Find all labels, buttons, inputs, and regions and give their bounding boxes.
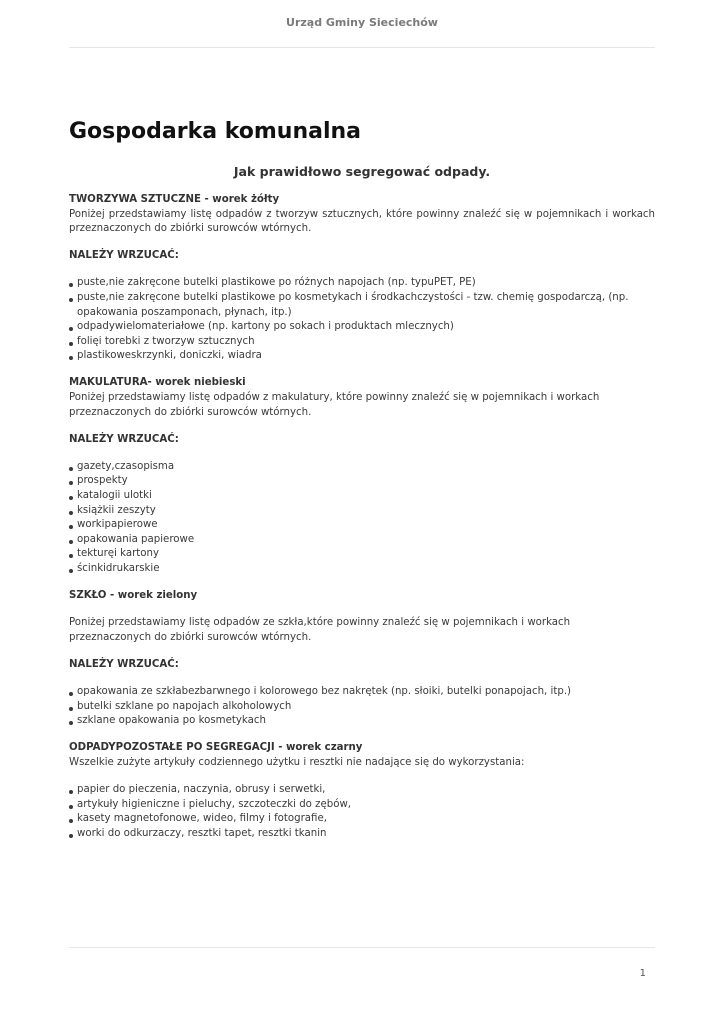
list-item: odpadywielomateriałowe (np. kartony po sokach i produktach mlecznych) bbox=[69, 320, 655, 335]
list-item: opakowania ze szkłabezbarwnego i kolorowego bez nakrętek (np. słoiki, butelki ponapojach, itp.) bbox=[69, 685, 655, 700]
section-heading-glass: SZKŁO - worek zielony bbox=[69, 590, 198, 602]
list-item: kasety magnetofonowe, wideo, filmy i fotografie, bbox=[69, 812, 655, 827]
site-header: Urząd Gminy Sieciechów bbox=[286, 16, 438, 29]
footer-divider bbox=[69, 947, 655, 948]
section-heading-mixed: ODPADYPOZOSTAŁE PO SEGREGACJI - worek czarny bbox=[69, 742, 363, 754]
list-item: plastikoweskrzynki, doniczki, wiadra bbox=[69, 349, 655, 364]
section-heading-paper: MAKULATURA- worek niebieski bbox=[69, 377, 246, 389]
list-item: worki do odkurzaczy, resztki tapet, resztki tkanin bbox=[69, 827, 655, 842]
page-title: Gospodarka komunalna bbox=[69, 119, 362, 144]
section-intro-paper: Poniżej przedstawiamy listę odpadów z makulatury, które powinny znaleźć się w pojemnikach i workach przeznaczonych do zbiórki surowców wtórnych. bbox=[69, 392, 600, 418]
section-label-plastic: NALEŻY WRZUCAĆ: bbox=[69, 250, 179, 262]
section-label-paper: NALEŻY WRZUCAĆ: bbox=[69, 433, 179, 445]
list-item: artykuły higieniczne i pieluchy, szczoteczki do zębów, bbox=[69, 798, 655, 813]
list-item: tekturęi kartony bbox=[69, 547, 655, 562]
item-list-mixed bbox=[69, 783, 655, 841]
page-subtitle: Jak prawidłowo segregować odpady. bbox=[233, 164, 491, 179]
page-number: 1 bbox=[639, 968, 646, 979]
item-list-glass bbox=[69, 685, 655, 729]
section-intro-glass: Poniżej przedstawiamy listę odpadów ze szkła,które powinny znaleźć się w pojemnikach i workach przeznaczonych do zbiórki surowców wtórnych. bbox=[69, 617, 571, 643]
list-item: szklane opakowania po kosmetykach bbox=[69, 714, 655, 729]
section-intro-mixed: Wszelkie zużyte artykuły codziennego użytku i resztki nie nadające się do wykorzystania: bbox=[69, 756, 525, 768]
header-divider bbox=[69, 47, 655, 48]
item-list-paper bbox=[69, 460, 655, 577]
list-item: puste,nie zakręcone butelki plastikowe po kosmetykach i środkachczystości - tzw. chemię gospodarczą, (np. opakowania poszamponach, płynach, itp.) bbox=[69, 291, 655, 320]
list-item: opakowania papierowe bbox=[69, 533, 655, 548]
list-item: butelki szklane po napojach alkoholowych bbox=[69, 700, 655, 715]
section-label-glass: NALEŻY WRZUCAĆ: bbox=[69, 658, 179, 670]
list-item: workipapierowe bbox=[69, 518, 655, 533]
list-item: papier do pieczenia, naczynia, obrusy i serwetki, bbox=[69, 783, 655, 798]
item-list-plastic bbox=[69, 276, 655, 364]
list-item: książkii zeszyty bbox=[69, 504, 655, 519]
section-heading-plastic: TWORZYWA SZTUCZNE - worek żółty bbox=[69, 194, 280, 205]
section-intro-plastic: Poniżej przedstawiamy listę odpadów z tworzyw sztucznych, które powinny znaleźć się w pojemnikach i workach przeznaczonych do zbiórki surowców wtórnych. bbox=[69, 208, 655, 235]
list-item: ścinkidrukarskie bbox=[69, 562, 655, 577]
list-item: folięi torebki z tworzyw sztucznych bbox=[69, 335, 655, 350]
list-item: gazety,czasopisma bbox=[69, 460, 655, 475]
list-item: prospekty bbox=[69, 474, 655, 489]
list-item: puste,nie zakręcone butelki plastikowe po różnych napojach (np. typuPET, PE) bbox=[69, 276, 655, 291]
article-content bbox=[69, 193, 655, 841]
list-item: katalogii ulotki bbox=[69, 489, 655, 504]
